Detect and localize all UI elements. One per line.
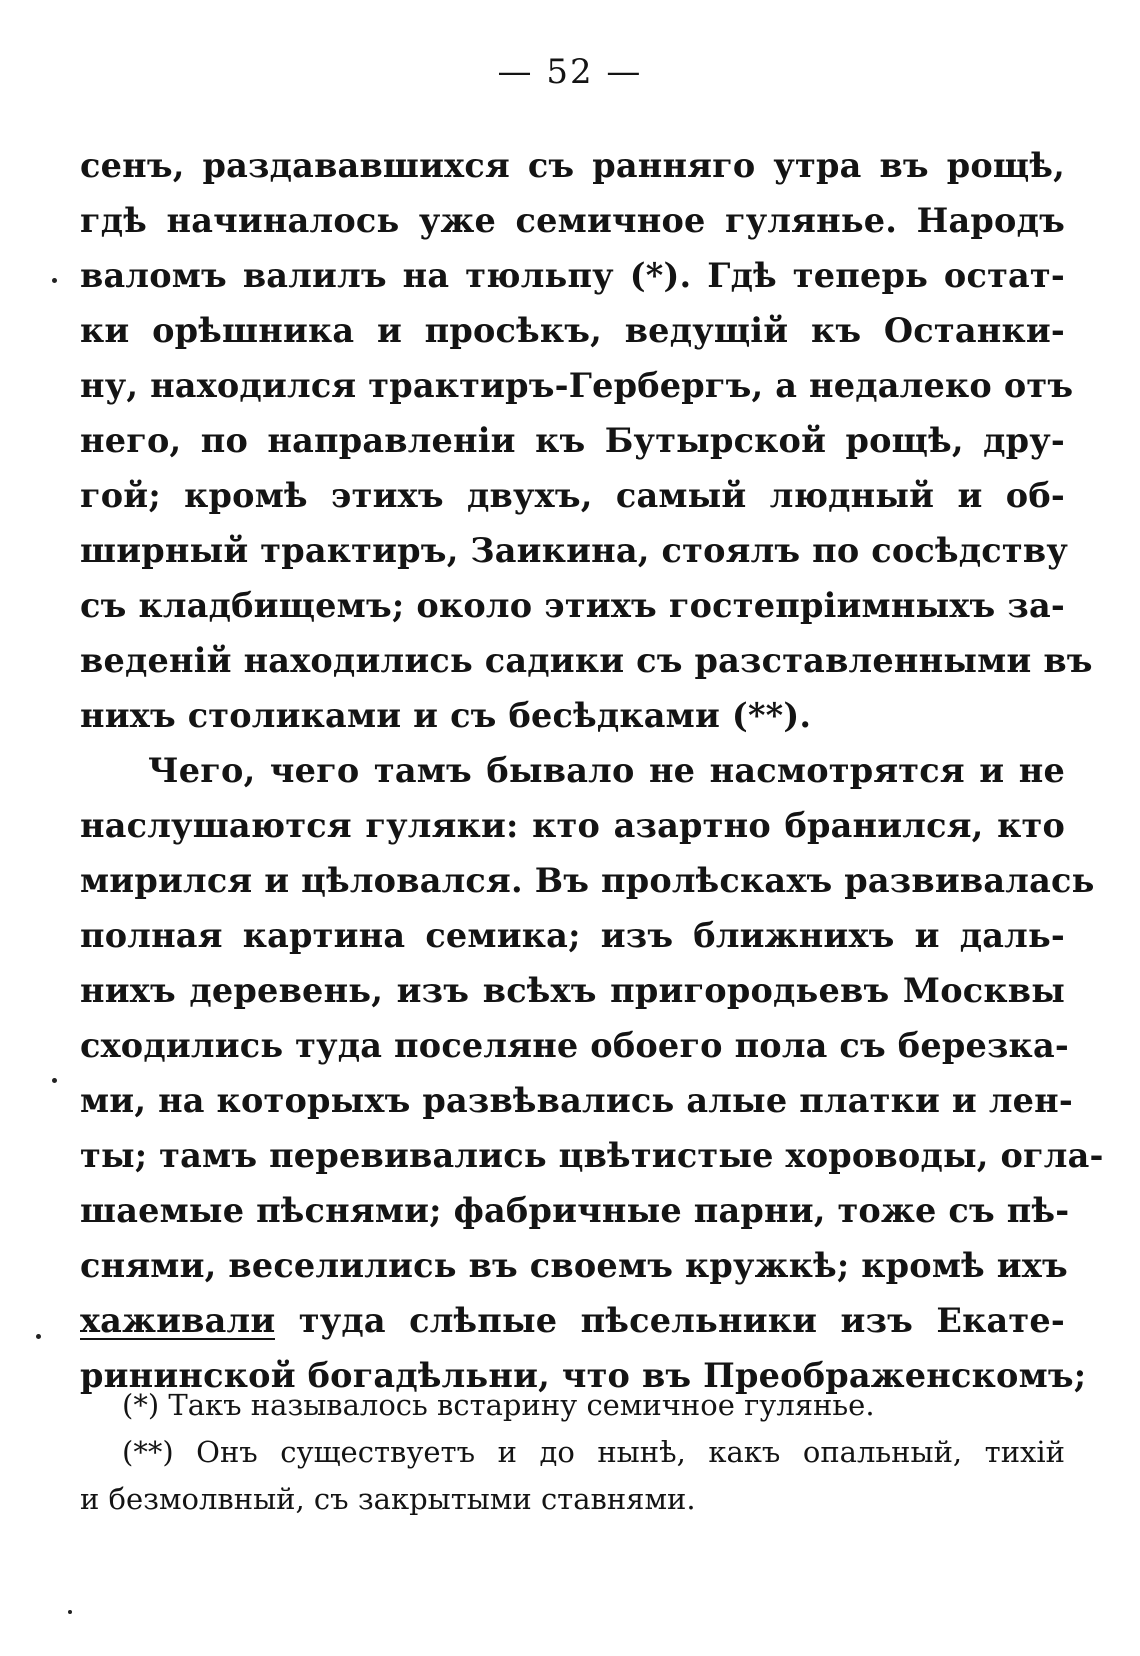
footnote-2-continuation: и безмолвный, съ закрытыми ставнями.: [80, 1482, 696, 1516]
text-line: рининской богадѣльни, что въ Преображенскомъ;: [80, 1356, 1087, 1395]
text-line: гой; кромѣ этихъ двухъ, самый людный и об-: [80, 476, 1065, 515]
footnote-1: (*) Такъ называлось встарину семичное гулянье.: [122, 1388, 875, 1422]
text-line: ну, находился трактиръ-Гербергъ, а недалеко отъ: [80, 366, 1074, 405]
text-line: Чего, чего тамъ бывало не насмотрятся и не: [148, 751, 1065, 790]
text-line: ми, на которыхъ развѣвались алые платки и лен-: [80, 1081, 1073, 1120]
text-line: гдѣ начиналось уже семичное гулянье. Народъ: [80, 201, 1065, 240]
text-line: хаживали туда слѣпые пѣсельники изъ Екате-: [80, 1301, 1065, 1340]
paragraph-1: [80, 138, 1093, 743]
scan-speck: [52, 1078, 57, 1083]
scan-speck: [52, 278, 57, 283]
text-line: снями, веселились въ своемъ кружкѣ; кромѣ ихъ: [80, 1246, 1068, 1285]
text-line: ки орѣшника и просѣкъ, ведущій къ Останки-: [80, 311, 1065, 350]
text-line: ширный трактиръ, Заикина, стоялъ по сосѣдству: [80, 531, 1068, 570]
text-line: нихъ деревень, изъ всѣхъ пригородьевъ Москвы: [80, 971, 1065, 1010]
text-line: ты; тамъ перевивались цвѣтистые хороводы, огла-: [80, 1136, 1104, 1175]
text-line: нихъ столиками и съ бесѣдками (**).: [80, 696, 812, 735]
text-line: веденій находились садики съ разставленными въ: [80, 641, 1093, 680]
scan-speck: [68, 1610, 72, 1614]
text-line: съ кладбищемъ; около этихъ гостепріимныхъ за-: [80, 586, 1065, 625]
footnotes: [80, 1382, 1065, 1523]
scan-speck: [36, 1334, 41, 1339]
text-line: мирился и цѣловался. Въ пролѣскахъ развивалась: [80, 861, 1095, 900]
body-text: [80, 138, 1104, 1403]
footnote-divider: [80, 1338, 275, 1340]
footnote-2: (**) Онъ существуетъ и до нынѣ, какъ опальный, тихій: [122, 1435, 1065, 1469]
text-line: сходились туда поселяне обоего пола съ березка-: [80, 1026, 1069, 1065]
text-line: него, по направленіи къ Бутырской рощѣ, дру-: [80, 421, 1065, 460]
text-line: валомъ валилъ на тюльпу (*). Гдѣ теперь остат-: [80, 256, 1065, 295]
page-number: — 52 —: [497, 52, 643, 92]
text-line: наслушаются гуляки: кто азартно бранился, кто: [80, 806, 1065, 845]
paragraph-2: [80, 743, 1104, 1403]
text-line: полная картина семика; изъ ближнихъ и даль-: [80, 916, 1065, 955]
text-line: сенъ, раздававшихся съ ранняго утра въ рощѣ,: [80, 146, 1065, 185]
text-line: шаемые пѣснями; фабричные парни, тоже съ пѣ-: [80, 1191, 1070, 1230]
